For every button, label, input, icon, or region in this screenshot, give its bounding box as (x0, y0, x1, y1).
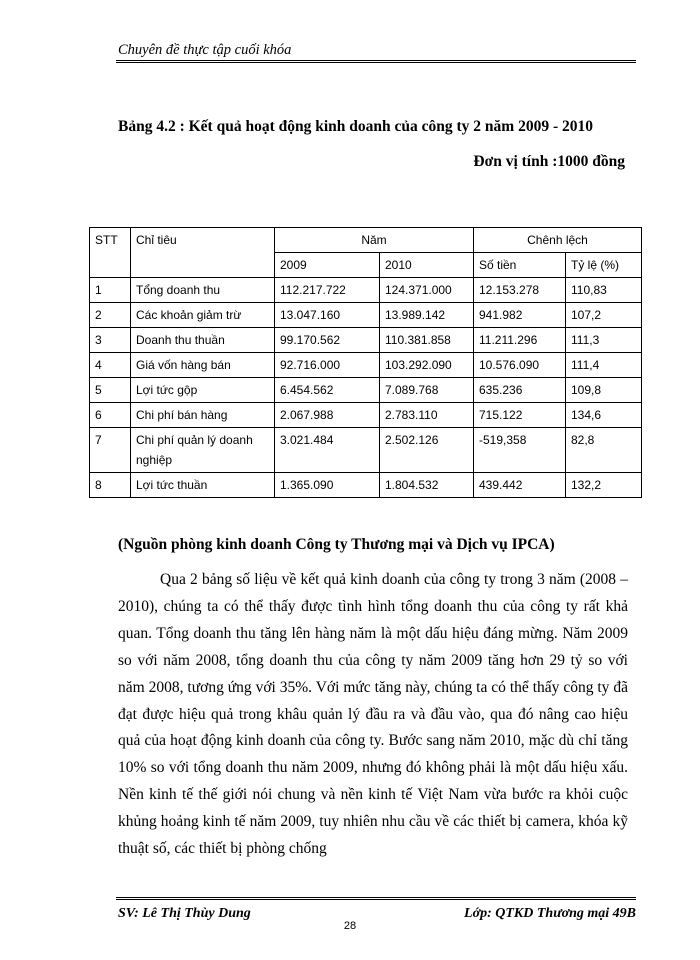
subheader-2010: 2010 (380, 253, 474, 278)
cell-2009: 13.047.160 (275, 303, 380, 328)
cell-2009: 6.454.562 (275, 378, 380, 403)
cell-indicator: Lợi tức gộp (131, 378, 275, 403)
subheader-ratio: Tỷ lệ (%) (566, 253, 642, 278)
cell-ratio: 132,2 (566, 473, 642, 498)
cell-2010: 103.292.090 (380, 353, 474, 378)
footer-divider (116, 897, 636, 900)
table-row (90, 473, 642, 498)
header-year: Năm (275, 228, 474, 253)
cell-indicator: Tổng doanh thu (131, 278, 275, 303)
cell-amount: 941.982 (474, 303, 566, 328)
cell-indicator: Giá vốn hàng bán (131, 353, 275, 378)
cell-ratio: 110,83 (566, 278, 642, 303)
cell-indicator: Doanh thu thuần (131, 328, 275, 353)
table-title: Bảng 4.2 : Kết quả hoạt động kinh doanh của công ty 2 năm 2009 - 2010 (118, 118, 593, 135)
table-row (90, 303, 642, 328)
table-row (90, 328, 642, 353)
body-paragraph (118, 567, 628, 863)
cell-2009: 99.170.562 (275, 328, 380, 353)
cell-indicator: Chi phí quản lý doanh nghiệp (131, 428, 275, 473)
table-header-row (90, 228, 642, 253)
cell-amount: 715.122 (474, 403, 566, 428)
cell-stt: 5 (90, 378, 131, 403)
cell-ratio: 134,6 (566, 403, 642, 428)
unit-label: Đơn vị tính :1000 đồng (473, 153, 625, 170)
cell-amount: 11.211.296 (474, 328, 566, 353)
cell-stt: 6 (90, 403, 131, 428)
cell-amount: 439.442 (474, 473, 566, 498)
cell-2010: 2.502.126 (380, 428, 474, 473)
paragraph-text: Qua 2 bảng số liệu về kết quả kinh doanh của công ty trong 3 năm (2008 – 2010), chúng ta có thể thấy được tình hình tổng doanh thu của công ty rất khả quan. Tổng doanh thu tăng lên hàng năm là một dấu hiệu đáng mừng. Năm 2009 so với năm 2008, tổng doanh thu của công ty năm 2009 tăng hơn 29 tỷ so với năm 2008, tương ứng với 35%. Với mức tăng này, chúng ta có thể thấy công ty đã đạt được hiệu quả trong khâu quản lý đầu ra và đầu vào, qua đó nâng cao hiệu quả của hoạt động kinh doanh của công ty. Bước sang năm 2010, mặc dù chỉ tăng 10% so với tổng doanh thu năm 2009, nhưng đó không phải là một dấu hiệu xấu. Nền kinh tế thế giới nói chung và nền kinh tế Việt Nam vừa bước ra khỏi cuộc khủng hoảng kinh tế năm 2009, tuy nhiên nhu cầu về các thiết bị camera, khóa kỹ thuật số, các thiết bị phòng chống (118, 571, 628, 858)
cell-stt: 3 (90, 328, 131, 353)
cell-amount: 12.153.278 (474, 278, 566, 303)
cell-ratio: 82,8 (566, 428, 642, 473)
cell-2010: 110.381.858 (380, 328, 474, 353)
header-title: Chuyên đề thực tập cuối khóa (118, 42, 292, 58)
cell-2009: 2.067.988 (275, 403, 380, 428)
table-row (90, 278, 642, 303)
subheader-amount: Số tiền (474, 253, 566, 278)
cell-ratio: 109,8 (566, 378, 642, 403)
table-row (90, 428, 642, 473)
cell-2010: 2.783.110 (380, 403, 474, 428)
cell-2009: 3.021.484 (275, 428, 380, 473)
cell-2010: 13.989.142 (380, 303, 474, 328)
cell-2009: 92.716.000 (275, 353, 380, 378)
cell-ratio: 107,2 (566, 303, 642, 328)
cell-ratio: 111,4 (566, 353, 642, 378)
table-row (90, 378, 642, 403)
cell-2010: 1.804.532 (380, 473, 474, 498)
cell-2010: 7.089.768 (380, 378, 474, 403)
header-difference: Chênh lệch (474, 228, 642, 253)
results-table (89, 227, 642, 498)
footer-student: SV: Lê Thị Thùy Dung (118, 906, 251, 921)
cell-indicator: Lợi tức thuần (131, 473, 275, 498)
source-note: (Nguồn phòng kinh doanh Công ty Thương mại và Dịch vụ IPCA) (118, 536, 555, 553)
cell-stt: 1 (90, 278, 131, 303)
cell-stt: 7 (90, 428, 131, 473)
cell-2009: 112.217.722 (275, 278, 380, 303)
cell-stt: 8 (90, 473, 131, 498)
cell-indicator: Chi phí bán hàng (131, 403, 275, 428)
cell-amount: 10.576.090 (474, 353, 566, 378)
cell-stt: 2 (90, 303, 131, 328)
cell-2010: 124.371.000 (380, 278, 474, 303)
footer-class: Lớp: QTKD Thương mại 49B (464, 906, 636, 921)
page-number: 28 (343, 920, 357, 932)
cell-indicator: Các khoản giảm trừ (131, 303, 275, 328)
cell-ratio: 111,3 (566, 328, 642, 353)
subheader-2009: 2009 (275, 253, 380, 278)
table-row (90, 403, 642, 428)
cell-amount: 635.236 (474, 378, 566, 403)
table-row (90, 353, 642, 378)
header-indicator: Chỉ tiêu (131, 228, 275, 278)
header-divider (116, 60, 636, 63)
cell-amount: -519,358 (474, 428, 566, 473)
cell-stt: 4 (90, 353, 131, 378)
header-stt: STT (90, 228, 131, 278)
cell-2009: 1.365.090 (275, 473, 380, 498)
